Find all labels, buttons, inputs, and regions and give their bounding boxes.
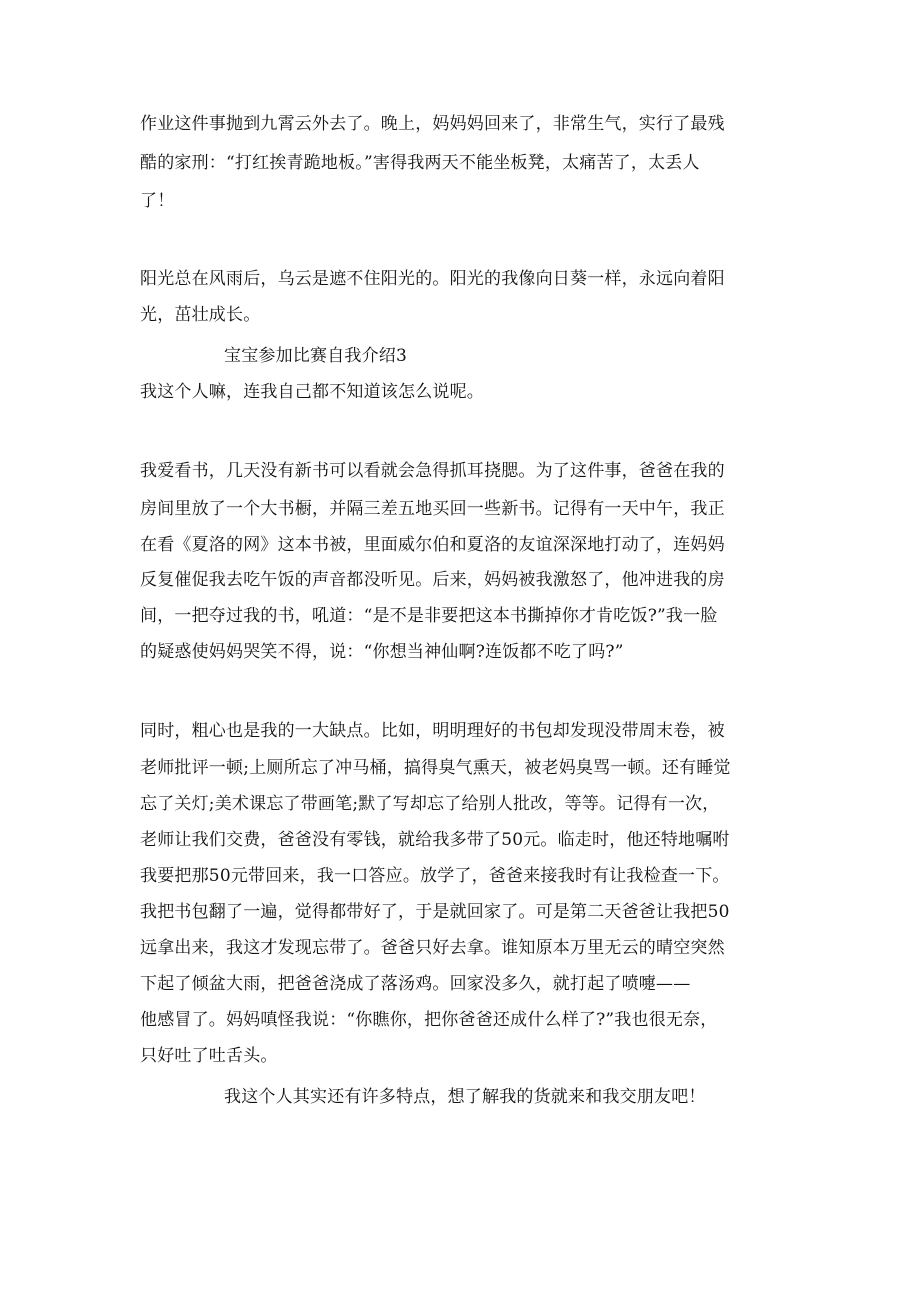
paragraph-2-line: 光，茁壮成长。 xyxy=(140,305,261,325)
paragraph-5-line: 下起了倾盆大雨，把爸爸浇成了落汤鸡。回家没多久，就打起了喷嚏—— xyxy=(140,974,691,994)
paragraph-2-line: 阳光总在风雨后，乌云是遮不住阳光的。阳光的我像向日葵一样，永远向着阳 xyxy=(140,269,725,289)
paragraph-5-line: 他感冒了。妈妈嗔怪我说：“你瞧你，把你爸爸还成什么样了?”我也很无奈， xyxy=(140,1010,718,1030)
paragraph-3-line: 我这个人嘛，连我自己都不知道该怎么说呢。 xyxy=(140,382,484,402)
paragraph-4-line: 我爱看书，几天没有新书可以看就会急得抓耳挠腮。为了这件事，爸爸在我的 xyxy=(140,461,725,481)
paragraph-1-line: 了！ xyxy=(140,191,175,211)
paragraph-5-line: 只好吐了吐舌头。 xyxy=(140,1046,278,1066)
paragraph-4-line: 房间里放了一个大书橱，并隔三差五地买回一些新书。记得有一天中午，我正 xyxy=(140,499,725,519)
closing-line: 我这个人其实还有许多特点，想了解我的货就来和我交朋友吧！ xyxy=(224,1087,706,1107)
paragraph-5-line: 忘了关灯;美术课忘了带画笔;默了写却忘了给别人批改，等等。记得有一次， xyxy=(140,794,720,814)
paragraph-5-line: 同时，粗心也是我的一大缺点。比如，明明理好的书包却发现没带周末卷，被 xyxy=(140,721,725,741)
paragraph-1-line: 酷的家刑：“打红挨青跪地板。”害得我两天不能坐板凳，太痛苦了，太丢人 xyxy=(140,153,700,173)
paragraph-4-line: 反复催促我去吃午饭的声音都没听见。后来，妈妈被我激怒了，他冲进我的房 xyxy=(140,570,725,590)
paragraph-5-line: 老师让我们交费，爸爸没有零钱，就给我多带了50元。临走时，他还特地嘱咐 xyxy=(140,830,730,850)
paragraph-5-line: 我把书包翻了一遍，觉得都带好了，于是就回家了。可是第二天爸爸让我把50 xyxy=(140,902,730,922)
paragraph-5-line: 我要把那50元带回来，我一口答应。放学了，爸爸来接我时有让我检查一下。 xyxy=(140,866,730,886)
paragraph-5-line: 远拿出来，我这才发现忘带了。爸爸只好去拿。谁知原本万里无云的晴空突然 xyxy=(140,938,725,958)
paragraph-4-line: 间，一把夺过我的书，吼道：“是不是非要把这本书撕掉你才肯吃饭?”我一脸 xyxy=(140,606,718,626)
paragraph-5-line: 老师批评一顿;上厕所忘了冲马桶，搞得臭气熏天，被老妈臭骂一顿。还有睡觉 xyxy=(140,758,731,778)
paragraph-4-line: 在看《夏洛的网》这本书被，里面威尔伯和夏洛的友谊深深地打动了，连妈妈 xyxy=(140,535,725,555)
paragraph-1-line: 作业这件事抛到九霄云外去了。晚上，妈妈妈回来了，非常生气，实行了最残 xyxy=(140,114,725,134)
section-title: 宝宝参加比赛自我介绍3 xyxy=(224,346,408,366)
paragraph-4-line: 的疑惑使妈妈哭笑不得，说：“你想当神仙啊?连饭都不吃了吗?” xyxy=(140,642,624,662)
